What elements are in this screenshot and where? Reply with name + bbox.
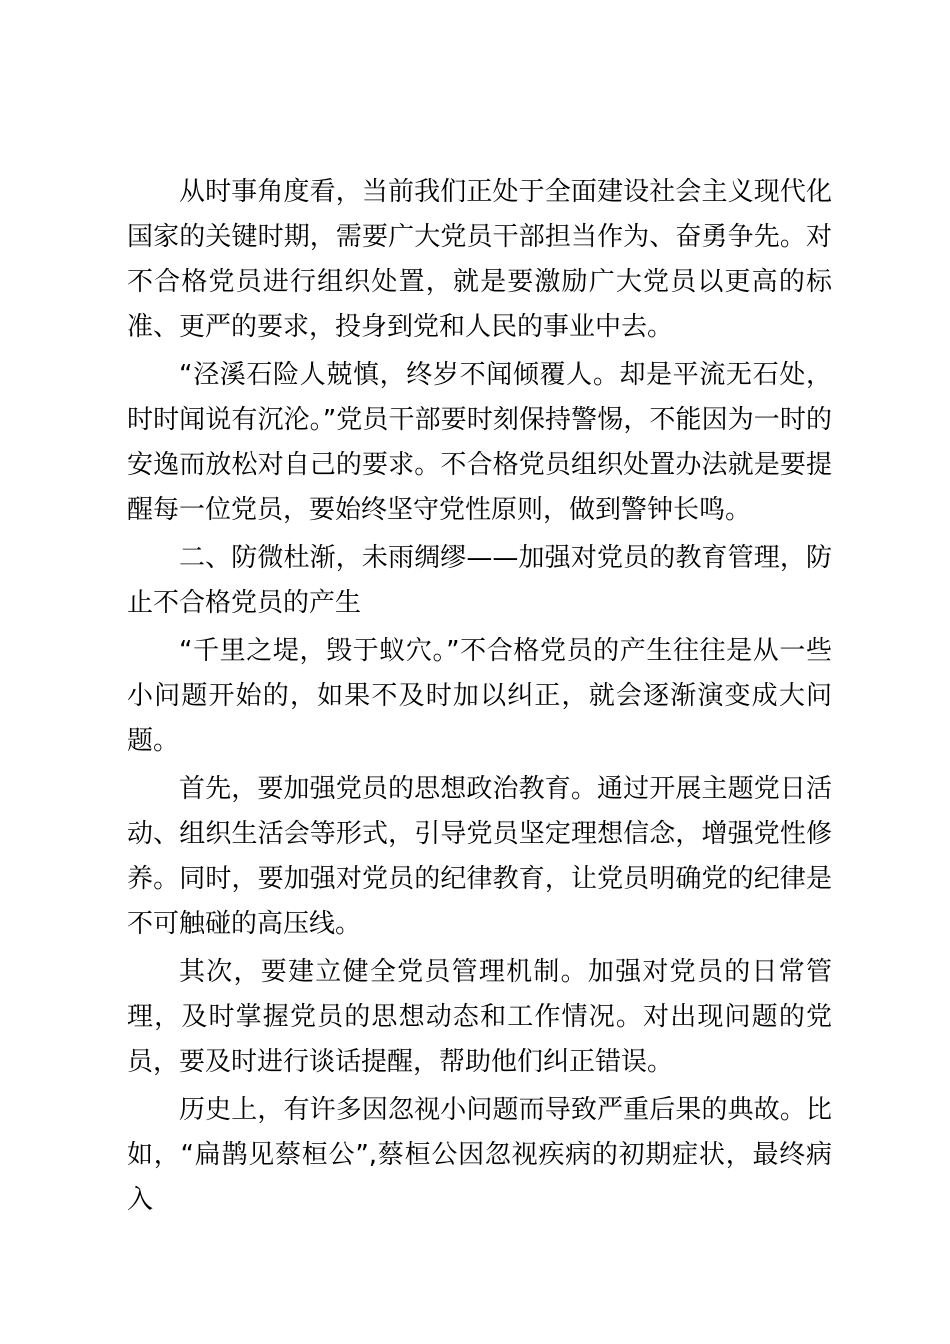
paragraph: “泾溪石险人兢慎，终岁不闻倾覆人。却是平流无石处，时时闻说有沉沦。”党员干部要时刻保持警惕，不能因为一时的安逸而放松对自己的要求。不合格党员组织处置办法就是要提醒每一位党员，要始终坚守党性原则，做到警钟长鸣。 bbox=[127, 360, 832, 525]
paragraph: 历史上，有许多因忽视小问题而导致严重后果的典故。比如，“扁鹊见蔡桓公”,蔡桓公因忽视疾病的初期症状，最终病入 bbox=[127, 1095, 832, 1215]
paragraph: “千里之堤，毁于蚁穴。”不合格党员的产生往往是从一些小问题开始的，如果不及时加以纠正，就会逐渐演变成大问题。 bbox=[127, 636, 832, 756]
paragraph: 首先，要加强党员的思想政治教育。通过开展主题党日活动、组织生活会等形式，引导党员坚定理想信念，增强党性修养。同时，要加强对党员的纪律教育，让党员明确党的纪律是不可触碰的高压线。 bbox=[127, 774, 832, 939]
document-body bbox=[127, 170, 832, 1226]
section-heading: 二、防微杜渐，未雨绸缪——加强对党员的教育管理，防止不合格党员的产生 bbox=[127, 543, 832, 618]
paragraph: 其次，要建立健全党员管理机制。加强对党员的日常管理，及时掌握党员的思想动态和工作情况。对出现问题的党员，要及时进行谈话提醒，帮助他们纠正错误。 bbox=[127, 957, 832, 1077]
paragraph: 从时事角度看，当前我们正处于全面建设社会主义现代化国家的关键时期，需要广大党员干部担当作为、奋勇争先。对不合格党员进行组织处置，就是要激励广大党员以更高的标准、更严的要求，投身到党和人民的事业中去。 bbox=[127, 177, 832, 342]
